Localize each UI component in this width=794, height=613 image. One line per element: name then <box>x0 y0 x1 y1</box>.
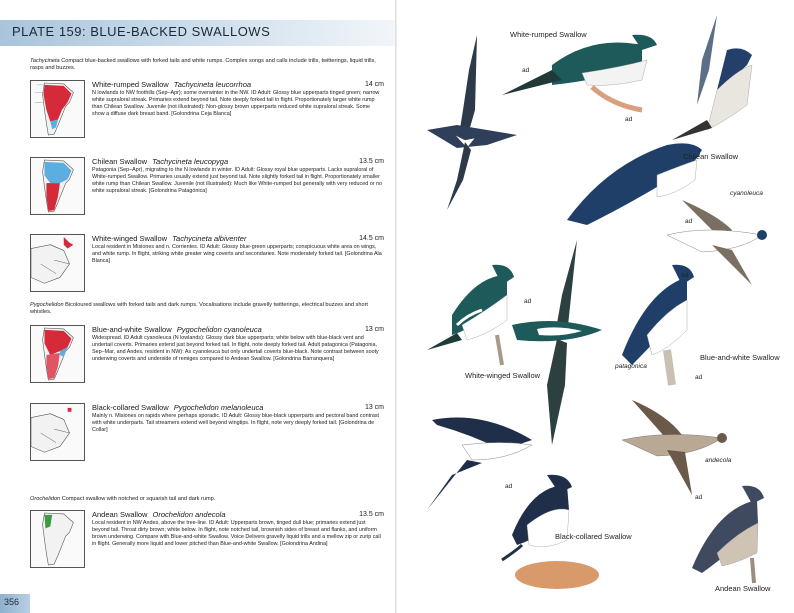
species-body <box>92 234 384 265</box>
range-map <box>30 234 85 292</box>
common-name: White-winged Swallow <box>92 234 168 243</box>
right-page-plate-illustrations <box>397 0 794 613</box>
species-body <box>92 80 384 118</box>
body-size: 13 cm <box>364 404 384 411</box>
black-collared-swallow-perched-illustration <box>497 465 617 590</box>
body-size: 13.5 cm <box>359 158 384 165</box>
caption-andecola: andecola <box>705 457 732 464</box>
species-body <box>92 510 384 548</box>
scientific-name: Tachycineta albiventer <box>172 234 247 243</box>
species-description: Widespread. ID Adult cyanoleuca (N lowlands): Glossy dark blue upperparts; white below with blue-black vent and undertail coverts. Primaries extend just beyond forked tail. In flight, note deeply forked tail. Adult patagonica (Patagonia, Sep–Mar, and Andes, resident in NW): As cyanoleuca but only undertail coverts blue-black. Note contrast between sooty underwing coverts and underside of remiges compared to Andean Swallow. [Golondrina Barranquera] <box>92 335 379 362</box>
species-description: N lowlands to NW foothills (Sep–Apr); some overwinter in the NW. ID Adult: Glossy blue upperparts tinged green; narrow white supraloral streak. Primaries extend beyond tail. Note deeply forked tail in flight. Proportionately larger white rump than Chilean Swallow. Juvenile (not illustrated): Non-glossy brown upperparts reduced white supraloral streak. Some show a diffuse dark breast band. [Golondrina Ceja Blanca] <box>92 90 380 117</box>
intro-text: Compact swallow with notched or squarish tail and dark rump. <box>61 496 216 502</box>
species-body <box>92 157 384 195</box>
scientific-name: Pygochelidon melanoleuca <box>173 403 264 412</box>
age-label-ad: ad <box>695 374 703 381</box>
intro-tachycineta <box>30 58 380 72</box>
intro-orochelidon <box>30 496 380 503</box>
caption-andean-swallow: Andean Swallow <box>715 584 771 593</box>
page-number: 356 <box>4 597 20 607</box>
range-map <box>30 325 85 383</box>
range-map <box>30 403 85 461</box>
species-body <box>92 403 384 434</box>
caption-white-winged-swallow: White-winged Swallow <box>465 371 541 380</box>
age-label-ad: ad <box>522 67 530 74</box>
species-description: Local resident in Misiones and n. Corrientes. ID Adult: Glossy blue-green upperparts; conspicuous white area on wings, and white rump. In flight, striking white greater wing coverts and secondaries. Note moderately forked tail. [Golondrina Ala Blanca] <box>92 244 382 264</box>
caption-patagonica: patagonica <box>615 363 647 370</box>
species-description: Patagonia (Sep–Apr), migrating to the N lowlands in winter. ID Adult: Glossy royal blue upperparts. Lacks supraloral of White-rumped Swallow. Primaries usually extend just beyond tail. Note slightly forked tail in flight. Proportionately smaller white rump than Chilean Swallow. Juvenile (not illustrated): Much like White-rumped but generally with very reduced or no white supraloral streak. [Golondrina Patagónica] <box>92 167 383 194</box>
common-name: Chilean Swallow <box>92 157 148 166</box>
species-heading <box>92 80 384 90</box>
caption-chilean-swallow: Chilean Swallow <box>683 152 739 161</box>
common-name: Andean Swallow <box>92 510 148 519</box>
species-heading <box>92 325 384 335</box>
caption-cyanoleuca: cyanoleuca <box>730 190 763 197</box>
species-body <box>92 325 384 363</box>
intro-pygochelidon <box>30 302 380 316</box>
caption-white-rumped-swallow: White-rumped Swallow <box>510 30 587 39</box>
plate-title: PLATE 159: BLUE-BACKED SWALLOWS <box>12 24 271 39</box>
age-label-ad: ad <box>695 494 703 501</box>
scientific-name: Orochelidon andecola <box>152 510 226 519</box>
species-heading <box>92 234 384 244</box>
body-size: 14 cm <box>364 81 384 88</box>
body-size: 14.5 cm <box>359 235 384 242</box>
age-label-ad: ad <box>685 218 693 225</box>
age-label-ad: ad <box>505 483 513 490</box>
species-white-rumped-swallow <box>30 80 385 148</box>
plate-header <box>0 20 397 46</box>
species-andean-swallow <box>30 510 385 578</box>
common-name: Blue-and-white Swallow <box>92 325 172 334</box>
range-map <box>30 157 85 215</box>
page-number-tab <box>0 594 30 613</box>
species-white-winged-swallow <box>30 234 385 302</box>
scientific-name: Pygochelidon cyanoleuca <box>176 325 262 334</box>
species-chilean-swallow <box>30 157 385 225</box>
genus-label: Orochelidon <box>30 496 61 502</box>
body-size: 13 cm <box>364 326 384 333</box>
caption-blue-and-white-swallow: Blue-and-white Swallow <box>700 353 780 362</box>
caption-black-collared-swallow: Black-collared Swallow <box>555 532 632 541</box>
species-heading <box>92 510 384 520</box>
species-blue-and-white-swallow <box>30 325 385 393</box>
genus-label: Pygochelidon <box>30 302 64 308</box>
scientific-name: Tachycineta leucorrhoa <box>173 80 252 89</box>
species-black-collared-swallow <box>30 403 385 471</box>
species-description: Local resident in NW Andes, above the tree-line. ID Adult: Upperparts brown, tinged dull blue; primaries extend just beyond tail. Throat dirty brown; white below. In flight, note notched tail, brownish sides of breast and flanks, and uniform brown underwing. Compare with Blue-and-white Swallow. Voice Delivers gravelly liquid trills and a mellow zip or zurip call in flight. Generally more liquid and lower pitched than Blue-and-white Swallow. [Golondrina Andina] <box>92 520 381 547</box>
species-heading <box>92 403 384 413</box>
scientific-name: Tachycineta leucopyga <box>152 157 229 166</box>
age-label-ad: ad <box>625 116 633 123</box>
range-map <box>30 510 85 568</box>
intro-text: Bicoloured swallows with forked tails and dark rumps. Vocalisations include gravelly twitterings, electrical buzzes and short whistles. <box>30 302 368 315</box>
species-heading <box>92 157 384 167</box>
range-map <box>30 80 85 138</box>
body-size: 13.5 cm <box>359 511 384 518</box>
age-label-ad: ad <box>524 298 532 305</box>
intro-text: Compact blue-backed swallows with forked tails and white rumps. Complex songs and calls include trills, twitterings, liquid trills, rasps and buzzes. <box>30 58 376 71</box>
age-label-ad: ad <box>681 272 689 279</box>
genus-label: Tachycineta <box>30 58 60 64</box>
common-name: Black-collared Swallow <box>92 403 169 412</box>
common-name: White-rumped Swallow <box>92 80 169 89</box>
species-description: Mainly n. Misiones on rapids where perhaps sporadic. ID Adult: Glossy blue-black upperparts and pectoral band contrast with white underparts. Tail streamers extend well beyond wingtips. In flight, note very deeply forked tail. [Golondrina de Collar] <box>92 413 380 433</box>
